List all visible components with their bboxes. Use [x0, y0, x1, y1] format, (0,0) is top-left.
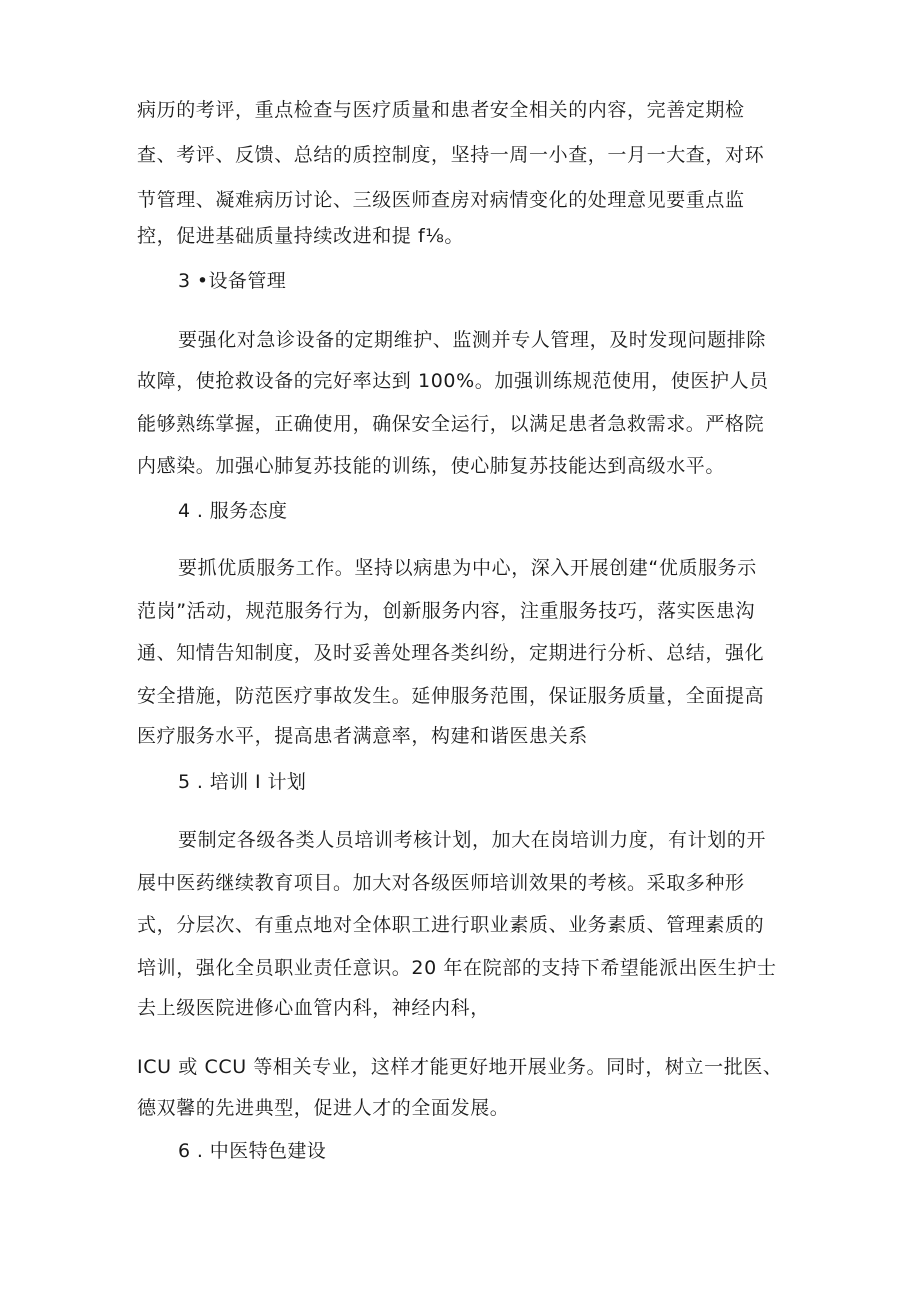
paragraph-line: 要抓优质服务工作。坚持以病患为中心，深入开展创建“优质服务示 [178, 557, 757, 579]
paragraph-line: 查、考评、反馈、总结的质控制度，坚持一周一小查，一月一大查，对环 [137, 144, 765, 166]
paragraph-line: 培训，强化全员职业责任意识。20 年在院部的支持下希望能派出医生护士 [137, 957, 777, 979]
paragraph-line: ICU 或 CCU 等相关专业，这样才能更好地开展业务。同时，树立一批医、 [137, 1056, 783, 1078]
paragraph-line: 范岗”活动，规范服务行为，创新服务内容，注重服务技巧，落实医患沟 [137, 600, 756, 622]
paragraph-line: 要制定各级各类人员培训考核计划，加大在岗培训力度，有计划的开 [178, 829, 767, 851]
paragraph-line: 病历的考评，重点检查与医疗质量和患者安全相关的内容，完善定期检 [137, 99, 745, 121]
paragraph-line: 要强化对急诊设备的定期维护、监测并专人管理，及时发现问题排除 [178, 329, 767, 351]
paragraph-line: 去上级医院进修心血管内科，神经内科， [137, 997, 490, 1019]
section-heading-service: 4 . 服务态度 [178, 500, 288, 522]
paragraph-line: 控，促进基础质量持续改进和提 f⅛。 [137, 225, 464, 247]
section-heading-tcm: 6 . 中医特色建设 [178, 1140, 327, 1162]
paragraph-line: 内感染。加强心肺复苏技能的训练，使心肺复苏技能达到高级水平。 [137, 455, 726, 477]
paragraph-line: 安全措施，防范医疗事故发生。延伸服务范围，保证服务质量，全面提高 [137, 685, 765, 707]
paragraph-line: 能够熟练掌握，正确使用，确保安全运行，以满足患者急救需求。严格院 [137, 413, 765, 435]
paragraph-line: 节管理、凝难病历讨论、三级医师查房对病情变化的处理意见要重点监 [137, 189, 745, 211]
section-heading-equipment: 3 •设备管理 [178, 270, 287, 292]
paragraph-line: 展中医药继续教育项目。加大对各级医师培训效果的考核。采取多种形 [137, 872, 745, 894]
paragraph-line: 通、知情告知制度，及时妥善处理各类纠纷，定期进行分析、总结，强化 [137, 642, 765, 664]
paragraph-line: 式，分层次、有重点地对全体职工进行职业素质、业务素质、管理素质的 [137, 914, 765, 936]
section-heading-training: 5 . 培训 I 计划 [178, 771, 307, 793]
paragraph-line: 故障，使抢救设备的完好率达到 100%。加强训练规范使用，使医护人员 [137, 370, 769, 392]
paragraph-line: 德双馨的先进典型，促进人才的全面发展。 [137, 1097, 510, 1119]
paragraph-line: 医疗服务水平，提高患者满意率，构建和谐医患关系 [137, 725, 588, 747]
